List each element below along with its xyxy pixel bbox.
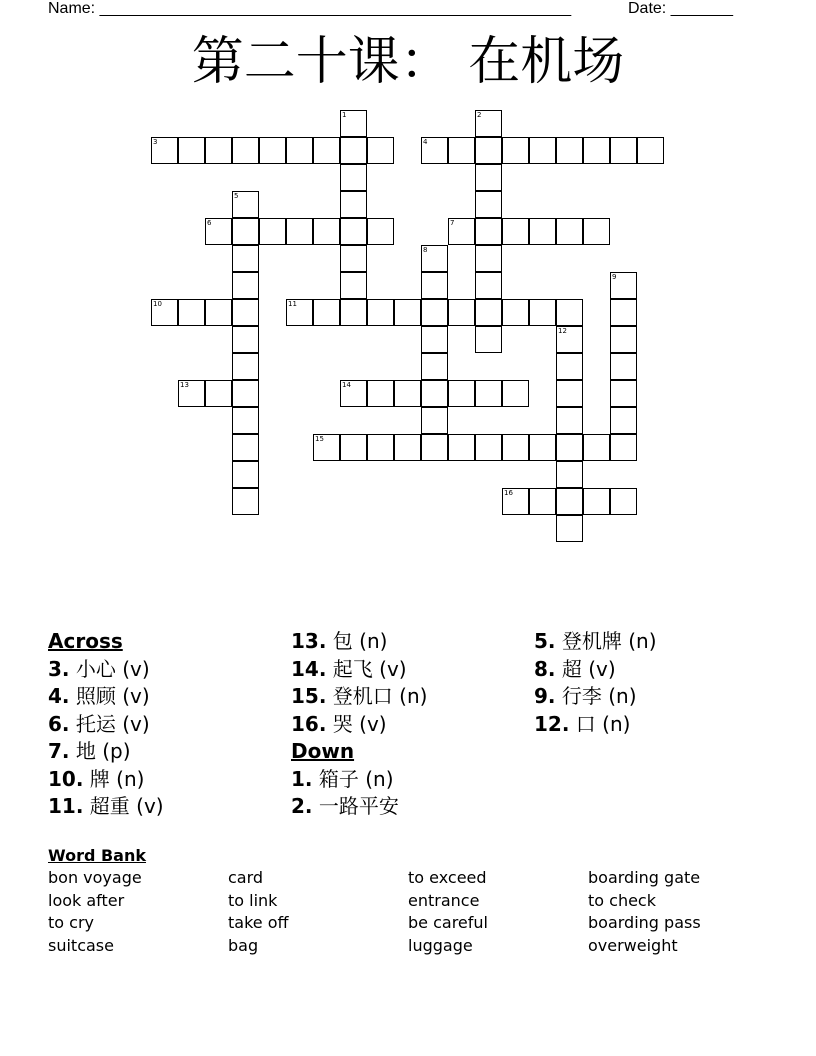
clue-number: 15. [291,684,327,708]
crossword-cell[interactable] [340,272,367,299]
crossword-cell[interactable] [610,380,637,407]
crossword-cell[interactable] [502,137,529,164]
crossword-cell[interactable] [151,137,178,164]
clue-across-13 [291,628,427,656]
crossword-cell[interactable] [529,299,556,326]
clue-text: 登机牌 (n) [561,629,657,653]
crossword-cell[interactable] [502,380,529,407]
clue-down-9 [534,683,657,711]
crossword-cell[interactable] [610,299,637,326]
crossword-cell[interactable] [610,353,637,380]
word-bank-item: to check [588,890,656,910]
crossword-cell[interactable] [421,299,448,326]
crossword-cell[interactable] [286,299,313,326]
crossword-cell[interactable] [421,245,448,272]
clue-across-10 [48,766,164,794]
clue-text: 超 (v) [561,656,616,681]
crossword-cell[interactable] [502,299,529,326]
crossword-cell[interactable] [529,488,556,515]
crossword-cell[interactable] [340,110,367,137]
crossword-cell[interactable] [475,164,502,191]
crossword-cell[interactable] [421,272,448,299]
across-heading: Across [48,629,123,653]
page-title: 第二十课： 在机场 [191,32,625,92]
crossword-cell[interactable] [340,218,367,245]
clue-text: 牌 (n) [89,766,145,791]
cell-clue-number: 9 [612,273,617,281]
crossword-cell[interactable] [259,137,286,164]
crossword-cell[interactable] [232,299,259,326]
clue-number: 7. [48,739,70,763]
word-bank-title: Word Bank [48,846,147,865]
clue-text: 托运 (v) [75,711,150,736]
clue-across-3 [48,656,164,684]
crossword-cell[interactable] [421,137,448,164]
clue-number: 8. [534,656,556,681]
crossword-cell[interactable] [232,218,259,245]
crossword-cell[interactable] [583,434,610,461]
crossword-cell[interactable] [475,299,502,326]
crossword-cell[interactable] [394,380,421,407]
word-bank-list [48,867,768,958]
crossword-cell[interactable] [448,434,475,461]
clue-number: 4. [48,684,70,708]
cell-clue-number: 3 [153,138,158,146]
word-bank-item: be careful [408,913,488,933]
clue-down-5 [534,628,657,656]
crossword-cell[interactable] [232,326,259,353]
crossword-cell[interactable] [340,245,367,272]
crossword-cell[interactable] [286,137,313,164]
crossword-cell[interactable] [610,434,637,461]
word-bank-item: boarding pass [588,913,701,933]
clue-across-7 [48,738,164,766]
crossword-cell[interactable] [475,218,502,245]
crossword-cell[interactable] [583,488,610,515]
clue-text: 哭 (v) [332,711,387,736]
word-bank-item: suitcase [48,936,114,956]
crossword-cell[interactable] [556,488,583,515]
word-bank-item: to cry [48,913,94,933]
cell-clue-number: 11 [288,300,297,308]
clue-number: 9. [534,684,556,708]
crossword-cell[interactable] [556,326,583,353]
crossword-cell[interactable] [151,299,178,326]
crossword-cell[interactable] [421,326,448,353]
clue-down-2 [291,793,427,821]
crossword-cell[interactable] [286,218,313,245]
crossword-cell[interactable] [502,434,529,461]
word-bank-item: to link [228,890,278,910]
cell-clue-number: 7 [450,219,455,227]
cell-clue-number: 4 [423,138,428,146]
crossword-cell[interactable] [367,434,394,461]
word-bank-item: luggage [408,936,473,956]
crossword-cell[interactable] [502,218,529,245]
clue-text: 包 (n) [332,629,388,653]
word-bank-item: bon voyage [48,868,142,887]
crossword-cell[interactable] [205,137,232,164]
crossword-cell[interactable] [313,299,340,326]
cell-clue-number: 16 [504,489,513,497]
clue-across-16 [291,711,427,739]
crossword-cell[interactable] [367,137,394,164]
cell-clue-number: 15 [315,435,324,443]
cell-clue-number: 13 [180,381,189,389]
clue-text: 照顾 (v) [75,684,150,708]
crossword-cell[interactable] [421,434,448,461]
crossword-cell[interactable] [475,380,502,407]
cell-clue-number: 5 [234,192,239,200]
crossword-cell[interactable] [556,461,583,488]
crossword-cell[interactable] [556,299,583,326]
clue-text: 地 (p) [75,739,131,763]
clue-down-8 [534,656,657,684]
cell-clue-number: 12 [558,327,567,335]
crossword-cell[interactable] [232,407,259,434]
crossword-cell[interactable] [394,434,421,461]
crossword-cell[interactable] [313,218,340,245]
word-bank-item: bag [228,936,259,956]
clue-column-1 [48,628,164,821]
crossword-cell[interactable] [232,353,259,380]
clue-across-6 [48,711,164,739]
crossword-cell[interactable] [232,380,259,407]
word-bank-item: overweight [588,936,678,956]
crossword-cell[interactable] [529,434,556,461]
clue-number: 11. [48,794,84,818]
clue-number: 2. [291,794,313,818]
crossword-cell[interactable] [178,137,205,164]
crossword-cell[interactable] [556,353,583,380]
crossword-cell[interactable] [367,218,394,245]
crossword-cell[interactable] [232,272,259,299]
crossword-cell[interactable] [475,326,502,353]
clue-down-1 [291,766,427,794]
clue-number: 10. [48,766,84,791]
clue-number: 12. [534,711,570,736]
clue-across-15 [291,683,427,711]
word-bank [48,845,768,958]
crossword-cell[interactable] [556,434,583,461]
cell-clue-number: 6 [207,219,212,227]
crossword-cell[interactable] [313,137,340,164]
word-bank-item: take off [228,913,289,933]
word-bank-item: entrance [408,890,480,910]
clue-down-12 [534,711,657,739]
clue-number: 14. [291,656,327,681]
crossword-cell[interactable] [178,299,205,326]
date-field-line: Date: _______ [628,0,733,17]
clue-text: 起飞 (v) [332,656,407,681]
crossword-cell[interactable] [340,380,367,407]
clue-text: 行李 (n) [561,684,637,708]
crossword-cell[interactable] [205,380,232,407]
clue-number: 13. [291,629,327,653]
down-heading: Down [291,739,355,763]
crossword-cell[interactable] [556,407,583,434]
crossword-cell[interactable] [421,407,448,434]
crossword-cell[interactable] [367,299,394,326]
crossword-cell[interactable] [448,218,475,245]
crossword-cell[interactable] [475,137,502,164]
crossword-cell[interactable] [340,191,367,218]
crossword-cell[interactable] [475,245,502,272]
clue-across-11 [48,793,164,821]
cell-clue-number: 8 [423,246,428,254]
clue-number: 16. [291,711,327,736]
word-bank-item: to exceed [408,868,487,887]
clue-text: 超重 (v) [89,794,164,818]
cell-clue-number: 2 [477,111,482,119]
word-bank-item: card [228,868,264,887]
crossword-cell[interactable] [232,191,259,218]
crossword-cell[interactable] [205,299,232,326]
crossword-cell[interactable] [448,137,475,164]
clue-column-2 [291,628,427,821]
clue-text: 箱子 (n) [318,766,394,791]
clue-across-14 [291,656,427,684]
crossword-cell[interactable] [259,218,286,245]
crossword-cell[interactable] [610,488,637,515]
clue-text: 口 (n) [575,711,631,736]
crossword-cell[interactable] [556,515,583,542]
crossword-cell[interactable] [232,137,259,164]
crossword-cell[interactable] [394,299,421,326]
crossword-cell[interactable] [610,326,637,353]
clue-number: 6. [48,711,70,736]
crossword-cell[interactable] [583,137,610,164]
crossword-cell[interactable] [340,137,367,164]
clue-number: 3. [48,656,70,681]
crossword-cell[interactable] [421,380,448,407]
crossword-cell[interactable] [448,380,475,407]
crossword-cell[interactable] [637,137,664,164]
crossword-cell[interactable] [502,488,529,515]
crossword-cell[interactable] [556,380,583,407]
crossword-cell[interactable] [610,272,637,299]
crossword-cell[interactable] [610,407,637,434]
crossword-cell[interactable] [340,434,367,461]
crossword-cell[interactable] [475,191,502,218]
crossword-cell[interactable] [529,137,556,164]
crossword-cell[interactable] [475,110,502,137]
clue-text: 登机口 (n) [332,684,428,708]
crossword-cell[interactable] [556,137,583,164]
cell-clue-number: 1 [342,111,347,119]
crossword-cell[interactable] [529,218,556,245]
crossword-cell[interactable] [205,218,232,245]
clue-number: 1. [291,766,313,791]
clue-text: 小心 (v) [75,656,150,681]
crossword-cell[interactable] [232,461,259,488]
crossword-cell[interactable] [475,434,502,461]
crossword-cell[interactable] [232,488,259,515]
crossword-cell[interactable] [313,434,340,461]
crossword-cell[interactable] [340,164,367,191]
clue-number: 5. [534,629,556,653]
crossword-cell[interactable] [448,299,475,326]
cell-clue-number: 14 [342,381,351,389]
crossword-cell[interactable] [475,272,502,299]
crossword-cell[interactable] [556,218,583,245]
clue-across-4 [48,683,164,711]
word-bank-item: boarding gate [588,868,701,887]
crossword-cell[interactable] [232,245,259,272]
crossword-cell[interactable] [340,299,367,326]
clue-text: 一路平安 [318,794,399,818]
crossword-cell[interactable] [583,218,610,245]
crossword-cell[interactable] [421,353,448,380]
name-field-line: Name: _____________________________________________________ [48,0,572,17]
crossword-cell[interactable] [367,380,394,407]
crossword-cell[interactable] [610,137,637,164]
clue-column-3 [534,628,657,738]
crossword-cell[interactable] [178,380,205,407]
crossword-cell[interactable] [232,434,259,461]
word-bank-item: look after [48,890,125,910]
cell-clue-number: 10 [153,300,162,308]
